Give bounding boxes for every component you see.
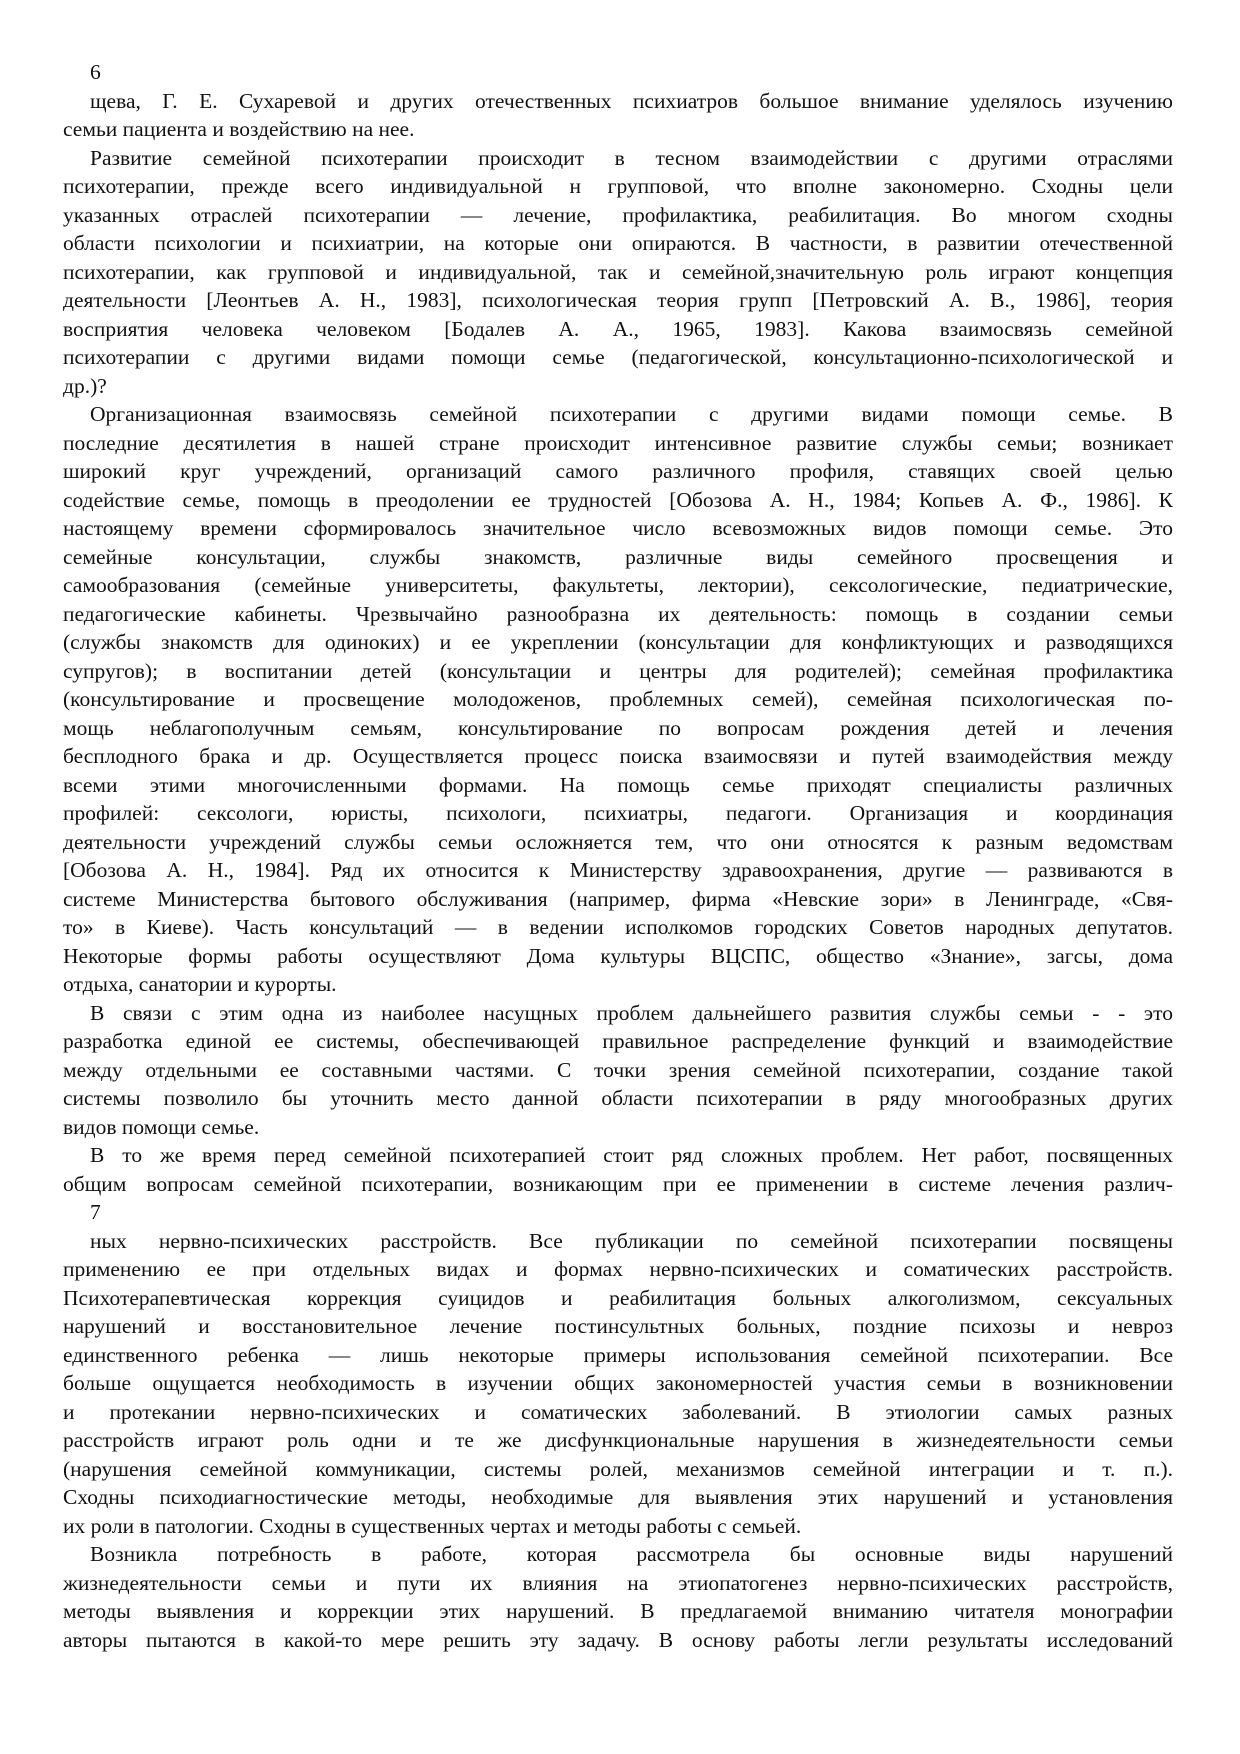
text-line: психотерапии с другими видами помощи семье (педагогической, консультационно-психологической и [63, 345, 1173, 369]
text-line: др.)? [63, 373, 107, 398]
text-line: В связи с этим одна из наиболее насущных проблем дальнейшего развития службы семьи - - это [90, 1000, 1173, 1025]
text-line: восприятия человека человеком [Бодалев А. А., 1965, 1983]. Какова взаимосвязь семейной [63, 316, 1173, 341]
text-line: В то же время перед семейной психотерапией стоит ряд сложных проблем. Нет работ, посвященных [90, 1143, 1173, 1167]
paragraph-6 [63, 1227, 1173, 1541]
text-line: больше ощущается необходимость в изучении общих закономерностей участия семьи в возникновении [63, 1371, 1173, 1395]
paragraph-3 [63, 400, 1173, 999]
page-number-6 [63, 58, 1173, 87]
text-line: методы выявления и коррекции этих нарушений. В предлагаемой вниманию читателя монографии [63, 1599, 1173, 1623]
text-line: последние десятилетия в нашей стране происходит интенсивное развитие службы семьи; возникает [63, 430, 1173, 455]
text-line: общим вопросам семейной психотерапии, возникающим при ее применении в системе лечения различ- [63, 1171, 1173, 1196]
text-line: ных нервно-психических расстройств. Все публикации по семейной психотерапии посвящены [90, 1228, 1173, 1253]
text-line: (консультирование и просвещение молодоженов, проблемных семей), семейная психологическая по- [63, 687, 1173, 711]
text-line: системе Министерства бытового обслуживания (например, фирма «Невские зори» в Ленинграде, «Свя- [63, 886, 1173, 911]
text-line: Возникла потребность в работе, которая рассмотрела бы основные виды нарушений [90, 1542, 1173, 1566]
text-line: широкий круг учреждений, организаций самого различного профиля, ставящих своей целью [63, 459, 1173, 483]
text-line: педагогические кабинеты. Чрезвычайно разнообразна их деятельность: помощь в создании семьи [63, 601, 1173, 626]
text-line: семьи пациента и воздействию на нее. [63, 117, 415, 141]
text-line: психотерапии, как групповой и индивидуальной, так и семейной,значительную роль играют концепция [63, 259, 1173, 284]
text-line: настоящему времени сформировалось значительное число всевозможных видов помощи семье. Это [63, 516, 1173, 540]
paragraph-2 [63, 144, 1173, 401]
text-line: то» в Киеве). Часть консультаций — в ведении исполкомов городских Советов народных депутатов. [63, 915, 1173, 939]
paragraph-4 [63, 999, 1173, 1142]
text-line: области психологии и психиатрии, на которые они опираются. В частности, в развитии отечественной [63, 231, 1173, 255]
text-line: Некоторые формы работы осуществляют Дома культуры ВЦСПС, общество «Знание», загсы, дома [63, 943, 1173, 968]
text-line: мощь неблагополучным семьям, консультирование по вопросам рождения детей и лечения [63, 715, 1173, 740]
text-line: Сходны психодиагностические методы, необходимые для выявления этих нарушений и установления [63, 1485, 1173, 1509]
page-number-text: 6 [90, 60, 101, 84]
text-line: авторы пытаются в какой-то мере решить эту задачу. В основу работы легли результаты исследований [63, 1627, 1173, 1652]
text-line: (службы знакомств для одиноких) и ее укреплении (консультации для конфликтующих и разводящихся [63, 630, 1173, 654]
text-line: Психотерапевтическая коррекция суицидов и реабилитация больных алкоголизмом, сексуальных [63, 1285, 1173, 1310]
text-line: нарушений и восстановительное лечение постинсультных больных, поздние психозы и невроз [63, 1314, 1173, 1338]
text-line: видов помощи семье. [63, 1114, 260, 1139]
text-line: деятельности [Леонтьев А. Н., 1983], психологическая теория групп [Петровский А. В., 1986], теория [63, 288, 1173, 312]
text-line: Организационная взаимосвязь семейной психотерапии с другими видами помощи семье. В [90, 402, 1173, 426]
text-line: самообразования (семейные университеты, факультеты, лектории), сексологические, педиатрические, [63, 573, 1173, 597]
text-line: профилей: сексологи, юристы, психологи, психиатры, педагоги. Организация и координация [63, 801, 1173, 825]
page-number-7 [63, 1198, 1173, 1227]
text-line: применению ее при отдельных видах и формах нервно-психических и соматических расстройств. [63, 1257, 1173, 1281]
text-line: Развитие семейной психотерапии происходит в тесном взаимодействии с другими отраслями [90, 145, 1173, 170]
text-line: указанных отраслей психотерапии — лечение, профилактика, реабилитация. Во многом сходны [63, 202, 1173, 227]
text-line: единственного ребенка — лишь некоторые примеры использования семейной психотерапии. Все [63, 1342, 1173, 1367]
paragraph-5 [63, 1141, 1173, 1198]
text-line: разработка единой ее системы, обеспечивающей правильное распределение функций и взаимодействие [63, 1029, 1173, 1053]
text-line: супругов); в воспитании детей (консультации и центры для родителей); семейная профилактика [63, 658, 1173, 683]
document-page [63, 58, 1173, 1654]
text-line: [Обозова А. Н., 1984]. Ряд их относится к Министерству здравоохранения, другие — развиваются в [63, 858, 1173, 882]
text-line: их роли в патологии. Сходны в существенных чертах и методы работы с семьей. [63, 1513, 802, 1538]
text-line: всеми этими многочисленными формами. На помощь семье приходят специалисты различных [63, 772, 1173, 797]
text-line: системы позволило бы уточнить место данной области психотерапии в ряду многообразных других [63, 1086, 1173, 1110]
page-number-text: 7 [90, 1200, 101, 1224]
text-line: содействие семье, помощь в преодолении ее трудностей [Обозова А. Н., 1984; Копьев А. Ф., 1986]. К [63, 487, 1173, 512]
text-line: щева, Г. Е. Сухаревой и других отечественных психиатров большое внимание уделялось изучению [90, 88, 1173, 113]
text-line: между отдельными ее составными частями. С точки зрения семейной психотерапии, создание такой [63, 1057, 1173, 1082]
text-line: жизнедеятельности семьи и пути их влияния на этиопатогенез нервно-психических расстройств, [63, 1570, 1173, 1595]
paragraph-1 [63, 87, 1173, 144]
text-line: деятельности учреждений службы семьи осложняется тем, что они относятся к разным ведомствам [63, 829, 1173, 854]
text-line: бесплодного брака и др. Осуществляется процесс поиска взаимосвязи и путей взаимодействия между [63, 744, 1173, 768]
paragraph-7 [63, 1540, 1173, 1654]
text-line: семейные консультации, службы знакомств, различные виды семейного просвещения и [63, 544, 1173, 569]
text-line: и протекании нервно-психических и соматических заболеваний. В этиологии самых разных [63, 1399, 1173, 1424]
text-line: психотерапии, прежде всего индивидуальной н групповой, что вполне закономерно. Сходны цели [63, 174, 1173, 198]
text-line: расстройств играют роль одни и те же дисфункциональные нарушения в жизнедеятельности семьи [63, 1428, 1173, 1452]
text-line: (нарушения семейной коммуникации, системы ролей, механизмов семейной интеграции и т. п.). [63, 1456, 1173, 1481]
text-line: отдыха, санатории и курорты. [63, 972, 337, 996]
